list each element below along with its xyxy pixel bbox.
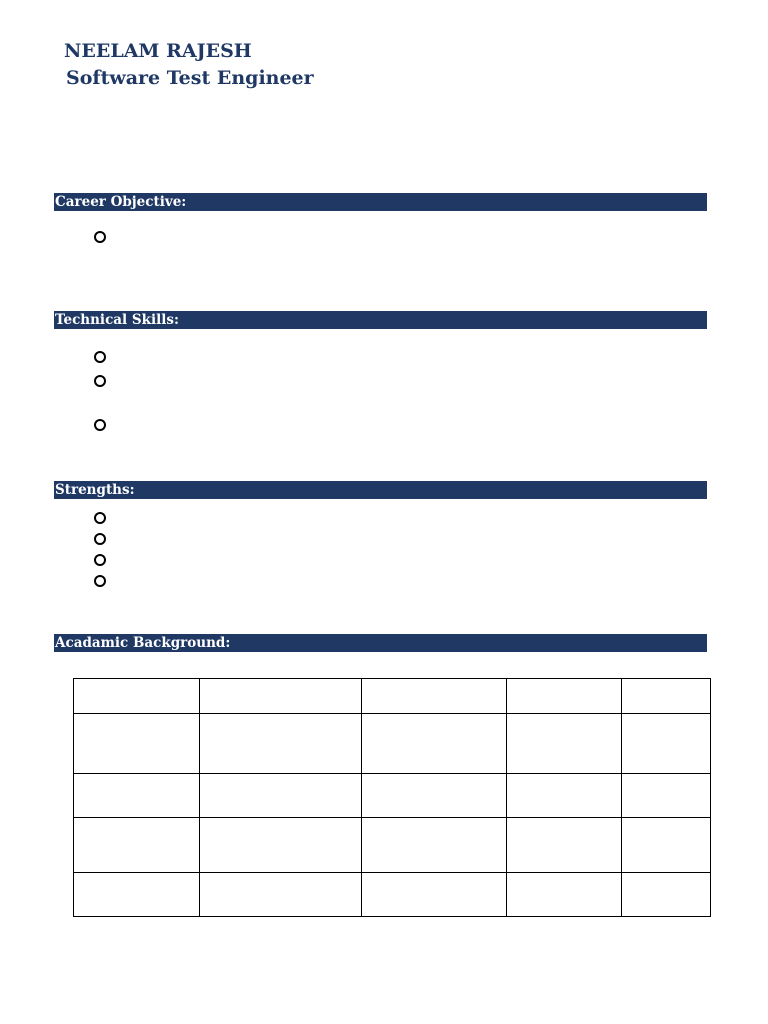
table-cell (200, 818, 362, 873)
table-cell (200, 679, 362, 714)
table-row (74, 774, 711, 818)
table-cell (622, 679, 711, 714)
table-cell (362, 679, 507, 714)
bullet-icon (94, 419, 106, 431)
table-cell (622, 818, 711, 873)
table-cell (622, 774, 711, 818)
section-heading-academic-background: Acadamic Background: (54, 634, 707, 652)
table-cell (507, 679, 622, 714)
section-heading-career-objective: Career Objective: (54, 193, 707, 211)
table-cell (74, 679, 200, 714)
table-row (74, 818, 711, 873)
table-cell (362, 774, 507, 818)
table-cell (622, 714, 711, 774)
table-row (74, 714, 711, 774)
section-heading-technical-skills: Technical Skills: (54, 311, 707, 329)
table-row (74, 873, 711, 917)
table-cell (507, 873, 622, 917)
section-heading-strengths: Strengths: (54, 481, 707, 499)
table-row (74, 679, 711, 714)
table-cell (362, 818, 507, 873)
bullet-icon (94, 351, 106, 363)
bullet-icon (94, 231, 106, 243)
bullet-icon (94, 554, 106, 566)
bullet-icon (94, 533, 106, 545)
table-cell (200, 774, 362, 818)
bullet-icon (94, 375, 106, 387)
bullet-icon (94, 575, 106, 587)
table-cell (200, 873, 362, 917)
table-cell (362, 873, 507, 917)
candidate-name: NEELAM RAJESH (64, 40, 252, 62)
table-cell (74, 774, 200, 818)
academic-background-table (73, 678, 711, 917)
bullet-icon (94, 512, 106, 524)
table-cell (507, 774, 622, 818)
table-cell (74, 818, 200, 873)
table-cell (362, 714, 507, 774)
table-cell (200, 714, 362, 774)
candidate-role: Software Test Engineer (66, 67, 314, 89)
table-cell (74, 714, 200, 774)
table-cell (507, 818, 622, 873)
table-cell (622, 873, 711, 917)
table-cell (74, 873, 200, 917)
table-cell (507, 714, 622, 774)
